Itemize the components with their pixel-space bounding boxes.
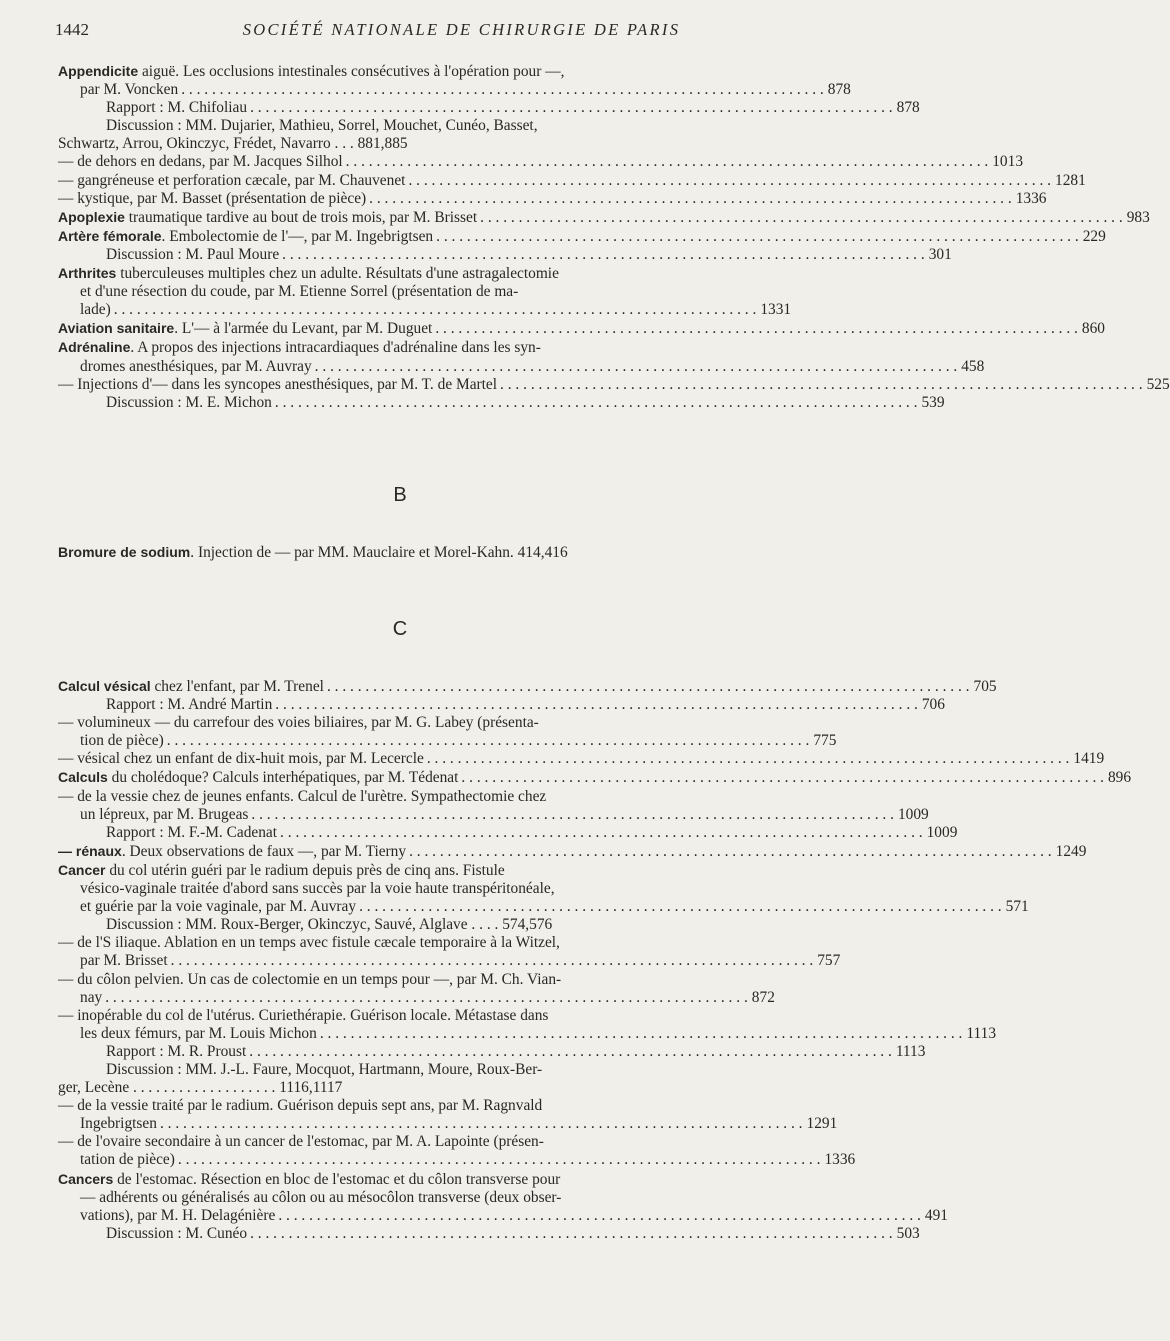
index-entry: et d'une résection du coude, par M. Etienne Sorrel (présentation de ma- [80,283,519,301]
page-ref: 872 [751,988,775,1006]
page-ref: 983 [1126,208,1150,226]
index-entry: Calcul vésical chez l'enfant, par M. Trenel . . . 705 [58,677,768,696]
index-entry: Rapport : M. F.-M. Cadenat . . . 1009 [58,824,768,842]
running-title: SOCIÉTÉ NATIONALE DE CHIRURGIE DE PARIS [242,20,681,39]
page-ref: 1336 [1015,189,1047,207]
entry-keyword: Adrénaline [58,339,131,356]
entry-keyword: Cancers [58,1170,114,1187]
section-c-entries [58,677,1132,1243]
entry-keyword: Artère fémorale [58,227,162,244]
page-ref: 491 [924,1206,948,1224]
entry-keyword: Arthrites [58,265,117,282]
index-entry: — du côlon pelvien. Un cas de colectomie en un temps pour —, par M. Ch. Vian- [58,970,562,988]
index-entry: — volumineux — du carrefour des voies biliaires, par M. G. Labey (présenta- [58,714,539,732]
page-header [55,20,768,46]
index-entry: Calculs du cholédoque? Calculs interhépatiques, par M. Tédenat . . . 896 [58,768,768,787]
index-entry: lade) . . . 1331 [58,301,768,319]
section-letter-b: B [393,484,407,506]
index-entry: Cancers de l'estomac. Résection en bloc de l'estomac et du côlon transverse pour [58,1170,561,1188]
index-entry: Ingebrigtsen . . . 1291 [58,1115,768,1133]
page-ref: 1336 [824,1151,856,1169]
page-ref: 1117 [312,1079,343,1097]
page-ref: 1009 [897,805,929,823]
entry-keyword: Aviation sanitaire [58,320,175,337]
index-entry: Adrénaline. A propos des injections intracardiaques d'adrénaline dans les syn- [58,339,541,357]
page-ref: 860 [1081,320,1105,338]
index-entry: tion de pièce) . . . 775 [58,732,768,750]
entry-keyword: Appendicite [58,63,139,79]
index-entry: Artère fémorale. Embolectomie de l'—, par M. Ingebrigtsen . . . 229 [58,227,768,246]
page-ref: 458 [961,357,985,375]
index-entry: — de l'S iliaque. Ablation en un temps avec fistule cæcale temporaire à la Witzel, [58,934,560,952]
entry-keyword: Calculs [58,769,108,786]
index-entry: — de dehors en dedans, par M. Jacques Silhol . . . 1013 [58,153,768,171]
index-entry: — rénaux. Deux observations de faux —, par M. Tierny . . . 1249 [58,842,768,861]
page-ref: 757 [817,952,841,970]
index-entry: par M. Voncken . . . 878 [58,81,768,99]
index-entry: un lépreux, par M. Brugeas . . . 1009 [58,806,768,824]
page-ref: 301 [928,245,952,263]
index-entry: Appendicite aiguë. Les occlusions intestinales consécutives à l'opération pour —, [58,63,565,80]
page-ref: 1331 [760,301,792,319]
page-ref: 706 [921,696,945,714]
index-entry: — vésical chez un enfant de dix-huit mois, par M. Lecercle . . . 1419 [58,750,768,768]
index-entry: — de l'ovaire secondaire à un cancer de l'estomac, par M. A. Lapointe (présen- [58,1133,544,1151]
index-entry: Discussion : MM. Roux-Berger, Okinczyc, Sauvé, Alglave . . . . 574,576 [106,916,553,934]
index-entry: Discussion : M. Paul Moure . . . 301 [58,246,768,264]
index-entry: Apoplexie traumatique tardive au bout de trois mois, par M. Brisset . . . 983 [58,208,768,227]
index-entry: dromes anesthésiques, par M. Auvray . . . 458 [58,358,768,376]
index-entry: Rapport : M. André Martin . . . 706 [58,696,768,714]
entry-keyword: Calcul vésical [58,678,151,694]
section-a-entries [58,62,1170,412]
index-entry: vations), par M. H. Delagénière . . . 491 [58,1207,768,1225]
index-entry: tation de pièce) . . . 1336 [58,1151,768,1169]
index-entry: par M. Brisset . . . 757 [58,952,768,970]
page-ref: 416 [544,544,568,561]
index-entry: et guérie par la voie vaginale, par M. Auvray . . . 571 [58,898,768,916]
section-letter-c: C [392,618,408,640]
page-ref: 896 [1107,769,1132,787]
page-ref: 705 [973,678,997,695]
page-ref: 1113 [966,1024,997,1042]
page-number: 1442 [55,20,89,39]
index-entry: Bromure de sodium. Injection de — par MM. Mauclaire et Morel-Kahn. 414,416 [58,544,568,561]
index-entry: — Injections d'— dans les syncopes anesthésiques, par M. T. de Martel . . . 525 [58,376,768,394]
index-entry: Discussion : M. Cunéo . . . 503 [58,1225,768,1243]
page-ref: 1009 [926,823,958,841]
index-entry: Rapport : M. R. Proust . . . 1113 [58,1043,768,1061]
entry-keyword: Cancer [58,861,106,878]
index-entry: vésico-vaginale traitée d'abord sans succès par la voie haute transpéritonéale, [80,880,555,898]
index-entry: Discussion : M. E. Michon . . . 539 [58,394,768,412]
index-entry: — kystique, par M. Basset (présentation de pièce) . . . 1336 [58,190,768,208]
page-ref: 1419 [1073,750,1105,768]
page-ref: 539 [921,393,945,411]
page-ref: 571 [1005,898,1029,916]
index-entry: — de la vessie traité par le radium. Guérison depuis sept ans, par M. Ragnvald [58,1097,543,1115]
page-ref: 229 [1082,227,1106,245]
page-ref: 1113 [895,1042,926,1060]
page-ref: 525 [1146,375,1170,393]
section-b-entries [58,543,768,562]
entry-keyword: Apoplexie [58,208,125,225]
page-ref: 1249 [1055,842,1087,860]
index-entry: Discussion : MM. J.-L. Faure, Mocquot, Hartmann, Moure, Roux-Ber- [106,1060,543,1078]
index-entry: Arthrites tuberculeuses multiples chez un adulte. Résultats d'une astragalectomie [58,265,559,283]
page-ref: 885 [384,135,408,153]
index-entry: Schwartz, Arrou, Okinczyc, Frédet, Navarro . . . 881,885 [58,135,408,153]
entry-keyword: Bromure de sodium [58,544,191,560]
index-entry: — gangréneuse et perforation cæcale, par M. Chauvenet . . . 1281 [58,172,768,190]
index-entry: Aviation sanitaire. L'— à l'armée du Levant, par M. Duguet . . . 860 [58,319,768,338]
index-entry: — inopérable du col de l'utérus. Curiethérapie. Guérison locale. Métastase dans [58,1006,549,1024]
page-ref: 878 [827,81,851,99]
page-ref: 503 [896,1224,920,1242]
index-entry: Discussion : MM. Dujarier, Mathieu, Sorrel, Mouchet, Cunéo, Basset, [106,117,538,135]
index-entry: ger, Lecène . . . . . . . . . . . . . . . . . . . 1116,1117 [58,1079,343,1097]
index-entry: — adhérents ou généralisés au côlon ou au mésocôlon transverse (deux obser- [80,1188,562,1206]
index-entry: Cancer du col utérin guéri par le radium depuis près de cinq ans. Fistule [58,861,505,879]
index-entry: Rapport : M. Chifoliau . . . 878 [58,99,768,117]
page-ref: 775 [813,732,837,750]
page-ref: 1281 [1055,171,1086,189]
page-ref: 1013 [992,153,1024,171]
index-entry: nay . . . 872 [58,989,768,1007]
entry-keyword: — rénaux [58,842,122,859]
page-ref: 576 [529,916,553,934]
index-entry: les deux fémurs, par M. Louis Michon . . . 1113 [58,1025,768,1043]
index-entry: — de la vessie chez de jeunes enfants. Calcul de l'urètre. Sympathectomie chez [58,787,547,805]
page-ref: 878 [896,99,920,117]
page-ref: 1291 [806,1115,838,1133]
